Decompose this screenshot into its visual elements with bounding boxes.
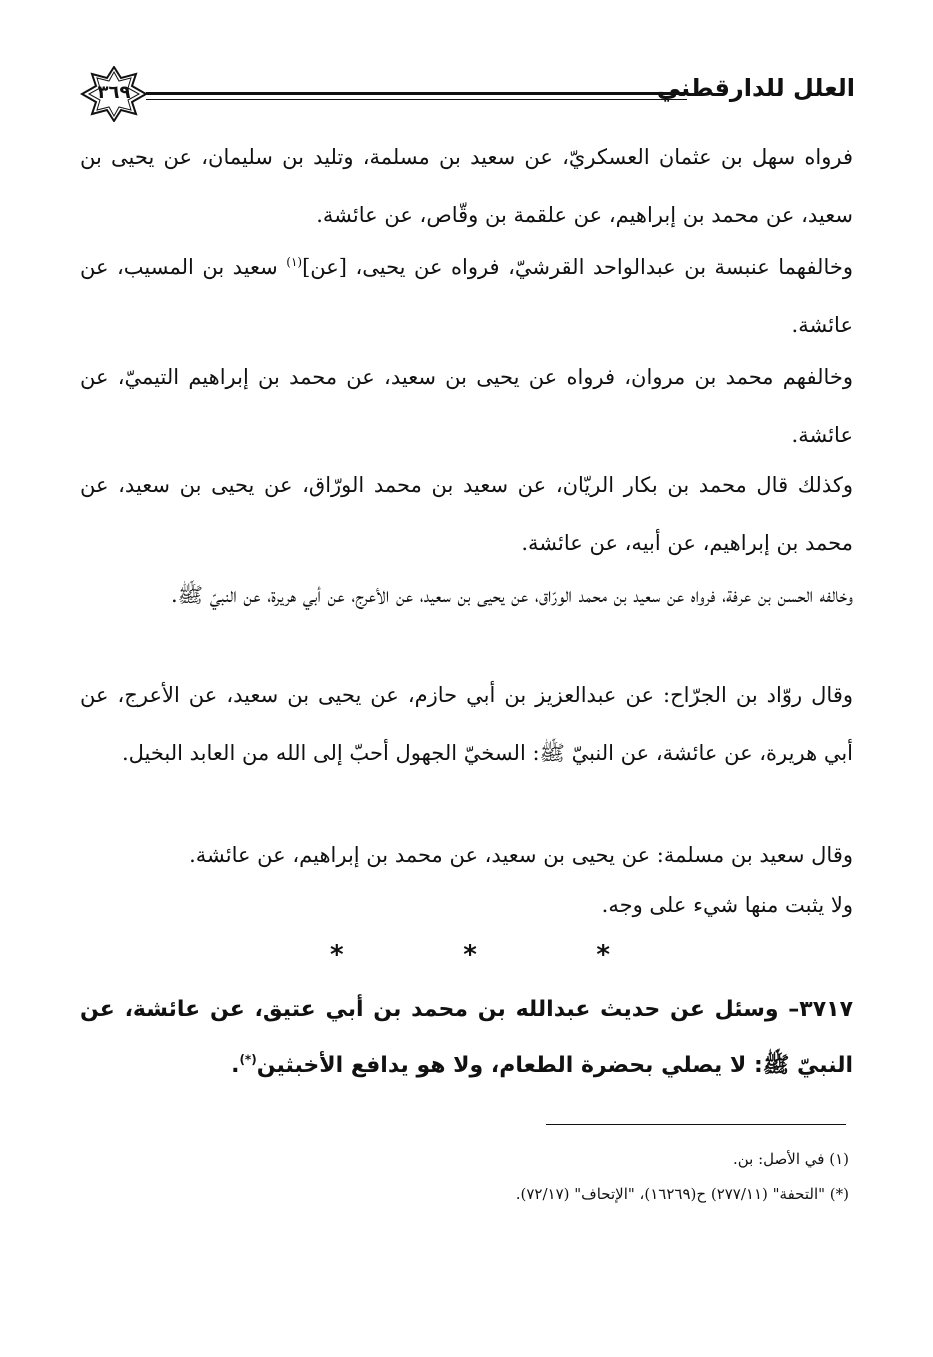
- separator-star: *: [596, 940, 610, 970]
- footnote-1: (١) في الأصل: بن.: [733, 1150, 849, 1168]
- paragraph-4: وكذلك قال محمد بن بكار الريّان، عن سعيد بن محمد الورّاق، عن يحيى بن سعيد، عن محمد بن إبراهيم، عن أبيه، عن عائشة.: [80, 473, 853, 555]
- paragraph-7: وقال سعيد بن مسلمة: عن يحيى بن سعيد، عن محمد بن إبراهيم، عن عائشة.: [189, 843, 853, 867]
- paragraph-2-text-b: سعيد بن المسيب، عن عائشة.: [80, 255, 853, 337]
- paragraph-8: ولا يثبت منها شيء على وجه.: [601, 893, 853, 917]
- paragraph-5: وخالفه الحسن بن عرفة، فرواه عن سعيد بن محمد الورّاق، عن يحيى بن سعيد، عن الأعرج، عن أبي هريرة، عن النبيّ ﷺ.: [170, 583, 853, 607]
- paragraph-6: وقال روّاد بن الجرّاح: عن عبدالعزيز بن أبي حازم، عن يحيى بن سعيد، عن الأعرج، عن أبي هريرة، عن عائشة، عن النبيّ ﷺ: السخيّ الجهول أحبّ إلى الله من العابد البخيل.: [80, 683, 853, 765]
- header-rule: [146, 92, 687, 100]
- paragraph-1: فرواه سهل بن عثمان العسكريّ، عن سعيد بن مسلمة، وتليد بن سليمان، عن يحيى بن سعيد، عن محمد بن إبراهيم، عن علقمة بن وقّاص، عن عائشة.: [80, 145, 853, 227]
- separator-star: *: [463, 940, 477, 970]
- paragraph-3: وخالفهم محمد بن مروان، فرواه عن يحيى بن سعيد، عن محمد بن إبراهيم التيميّ، عن عائشة.: [80, 365, 853, 447]
- entry-text: – وسئل عن حديث عبدالله بن محمد بن أبي عتيق، عن عائشة، عن النبيّ ﷺ: لا يصلي بحضرة الطعام، ولا هو يدافع الأخبثين: [80, 997, 853, 1078]
- book-title: العلل للدارقطني: [656, 74, 855, 102]
- footnote-rule: [546, 1124, 846, 1125]
- entry-heading: [80, 982, 853, 1094]
- footnote-ref-star: (*): [239, 1052, 257, 1067]
- section-separator: [330, 940, 610, 970]
- entry-number: ٣٧١٧: [799, 997, 853, 1022]
- paragraph-2-text-a: وخالفهما عنبسة بن عبدالواحد القرشيّ، فرواه عن يحيى، [عن]: [302, 255, 853, 279]
- separator-star: *: [330, 940, 344, 970]
- footnote-2: (*) "التحفة" (٢٧٧/١١) ح(١٦٢٦٩)، "الإتحاف" (٧٢/١٧).: [515, 1185, 849, 1203]
- footnote-ref-1: (١): [286, 255, 303, 269]
- paragraph-2: [80, 238, 853, 354]
- page-number-badge: [80, 66, 148, 122]
- page-number: ٣٦٩: [97, 82, 131, 103]
- entry-text-end: .: [231, 1053, 240, 1078]
